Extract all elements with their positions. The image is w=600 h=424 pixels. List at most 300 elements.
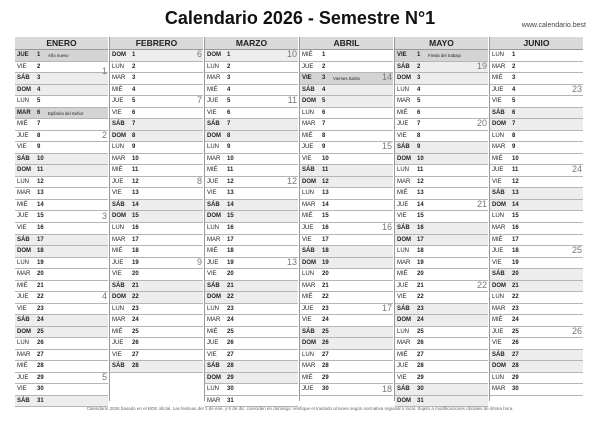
day-number: 16	[417, 224, 424, 231]
weekday-abbr: MAR	[112, 317, 126, 324]
day-number: 18	[512, 248, 519, 255]
day-row	[300, 62, 393, 74]
day-row	[490, 223, 583, 235]
day-row	[300, 327, 393, 339]
weekday-abbr: DOM	[397, 317, 411, 324]
day-number: 13	[417, 190, 424, 197]
weekday-abbr: DOM	[207, 52, 221, 58]
day-row	[15, 338, 108, 350]
weekday-abbr: JUE	[112, 259, 124, 266]
column-separator	[394, 37, 395, 401]
day-row	[300, 154, 393, 166]
weekday-abbr: SÁB	[492, 351, 505, 358]
day-number: 14	[132, 201, 139, 208]
day-row	[15, 177, 108, 189]
day-row	[300, 119, 393, 131]
day-number: 10	[227, 155, 234, 162]
day-row	[490, 304, 583, 316]
day-number: 12	[132, 178, 139, 185]
day-row	[205, 315, 298, 327]
day-row	[490, 142, 583, 154]
day-number: 15	[227, 213, 234, 220]
day-row	[300, 223, 393, 235]
day-number: 16	[227, 224, 234, 231]
weekday-abbr: DOM	[397, 236, 411, 243]
day-row	[110, 235, 203, 247]
day-row	[205, 269, 298, 281]
day-number: 7	[417, 121, 421, 128]
day-number: 2	[227, 63, 231, 70]
day-number: 15	[512, 213, 519, 220]
day-row	[110, 154, 203, 166]
weekday-abbr: DOM	[112, 52, 126, 58]
weekday-abbr: MIÉ	[492, 317, 503, 324]
weekday-abbr: SÁB	[207, 363, 220, 370]
day-number: 25	[512, 328, 519, 335]
weekday-abbr: DOM	[207, 132, 221, 139]
day-row	[300, 165, 393, 177]
day-number: 20	[322, 271, 329, 278]
day-row	[15, 131, 108, 143]
day-number: 18	[417, 248, 424, 255]
day-row	[205, 142, 298, 154]
day-row	[110, 108, 203, 120]
day-number: 6	[322, 109, 326, 116]
weekday-abbr: VIE	[302, 75, 312, 82]
weekday-abbr: MAR	[207, 317, 221, 324]
day-number: 5	[512, 98, 516, 105]
day-number: 21	[227, 282, 234, 289]
weekday-abbr: SÁB	[492, 190, 505, 197]
week-number: 15	[381, 141, 392, 152]
day-number: 20	[417, 271, 424, 278]
day-number: 24	[227, 317, 234, 324]
weekday-abbr: VIE	[17, 305, 27, 312]
day-row	[110, 200, 203, 212]
weekday-abbr: LUN	[492, 374, 505, 381]
day-number: 11	[512, 167, 519, 174]
day-number: 9	[132, 144, 136, 151]
day-row	[110, 188, 203, 200]
day-row	[395, 165, 488, 177]
weekday-abbr: DOM	[207, 294, 221, 301]
day-row	[300, 258, 393, 270]
day-row	[490, 281, 583, 293]
month-header: ENERO	[15, 37, 108, 50]
day-number: 30	[322, 386, 329, 393]
day-number: 16	[37, 224, 44, 231]
day-row	[205, 327, 298, 339]
weekday-abbr: JUE	[302, 305, 314, 312]
week-number: 11	[287, 95, 297, 106]
day-row	[490, 50, 583, 62]
weekday-abbr: VIE	[207, 271, 217, 278]
weekday-abbr: MIÉ	[492, 155, 503, 162]
day-number: 29	[322, 374, 329, 381]
day-number: 22	[322, 294, 329, 301]
weekday-abbr: MAR	[492, 305, 506, 312]
day-number: 29	[227, 374, 234, 381]
day-row	[15, 258, 108, 270]
day-number: 3	[227, 75, 231, 82]
week-number: 21	[476, 199, 487, 210]
weekday-abbr: MIÉ	[302, 294, 313, 301]
weekday-abbr: MAR	[302, 201, 316, 208]
day-row	[110, 223, 203, 235]
day-number: 16	[512, 224, 519, 231]
day-row	[300, 211, 393, 223]
day-row	[205, 258, 298, 270]
day-row	[395, 384, 488, 396]
day-number: 13	[512, 190, 519, 197]
weekday-abbr: DOM	[302, 340, 316, 347]
day-row	[110, 361, 203, 373]
weekday-abbr: LUN	[492, 52, 505, 58]
day-row	[395, 188, 488, 200]
day-number: 1	[132, 52, 136, 58]
day-number: 6	[417, 109, 421, 116]
weekday-abbr: LUN	[207, 305, 220, 312]
day-row	[490, 373, 583, 385]
weekday-abbr: LUN	[492, 213, 505, 220]
day-row	[395, 350, 488, 362]
day-number: 23	[132, 305, 139, 312]
day-row	[300, 315, 393, 327]
day-number: 22	[417, 294, 424, 301]
weekday-abbr: SÁB	[17, 397, 30, 404]
day-number: 8	[322, 132, 326, 139]
day-row	[15, 281, 108, 293]
day-row	[300, 200, 393, 212]
weekday-abbr: SÁB	[17, 75, 30, 82]
day-row	[205, 304, 298, 316]
day-number: 10	[322, 155, 329, 162]
day-row	[110, 281, 203, 293]
weekday-abbr: LUN	[207, 386, 220, 393]
weekday-abbr: MAR	[302, 282, 316, 289]
day-number: 8	[132, 132, 136, 139]
day-row	[300, 246, 393, 258]
weekday-abbr: VIE	[302, 317, 312, 324]
day-number: 17	[37, 236, 44, 243]
weekday-abbr: SÁB	[207, 121, 220, 128]
day-number: 8	[512, 132, 516, 139]
day-row	[395, 96, 488, 108]
day-number: 19	[322, 259, 329, 266]
day-row	[490, 350, 583, 362]
week-number: 2	[101, 129, 107, 140]
day-row	[300, 373, 393, 385]
weekday-abbr: VIE	[207, 109, 217, 116]
day-number: 21	[512, 282, 519, 289]
day-row	[490, 85, 583, 97]
day-number: 28	[512, 363, 519, 370]
day-row	[490, 119, 583, 131]
calendar-grid	[15, 37, 585, 404]
day-row	[395, 142, 488, 154]
day-number: 30	[417, 386, 424, 393]
day-number: 7	[132, 121, 136, 128]
week-number: 20	[476, 118, 487, 129]
day-number: 21	[322, 282, 329, 289]
weekday-abbr: MIÉ	[302, 374, 313, 381]
day-number: 4	[322, 86, 326, 93]
day-row	[110, 258, 203, 270]
day-number: 22	[227, 294, 234, 301]
day-row	[110, 62, 203, 74]
weekday-abbr: DOM	[17, 167, 31, 174]
day-number: 6	[37, 109, 41, 116]
day-number: 27	[132, 351, 139, 358]
day-row	[205, 73, 298, 85]
week-number: 18	[381, 383, 392, 394]
weekday-abbr: MIÉ	[17, 363, 28, 370]
day-number: 23	[417, 305, 424, 312]
day-number: 10	[512, 155, 519, 162]
day-number: 17	[227, 236, 234, 243]
weekday-abbr: JUE	[17, 132, 29, 139]
weekday-abbr: VIE	[112, 351, 122, 358]
day-row	[205, 119, 298, 131]
day-number: 24	[37, 317, 44, 324]
day-number: 4	[37, 86, 41, 93]
weekday-abbr: VIE	[492, 178, 502, 185]
day-number: 3	[322, 75, 326, 82]
day-row	[110, 177, 203, 189]
week-number: 9	[196, 256, 202, 267]
day-number: 4	[512, 86, 516, 93]
week-number: 17	[381, 302, 392, 313]
week-number: 23	[571, 83, 582, 94]
day-number: 19	[512, 259, 519, 266]
day-number: 12	[512, 178, 519, 185]
day-number: 12	[227, 178, 234, 185]
day-row	[395, 235, 488, 247]
weekday-abbr: MIÉ	[207, 86, 218, 93]
weekday-abbr: JUE	[17, 374, 29, 381]
day-row	[300, 384, 393, 396]
weekday-abbr: JUE	[112, 178, 124, 185]
week-number: 6	[196, 49, 202, 59]
weekday-abbr: JUE	[112, 98, 124, 105]
day-row	[205, 177, 298, 189]
day-row	[300, 281, 393, 293]
day-row	[490, 108, 583, 120]
weekday-abbr: MAR	[207, 397, 221, 404]
day-row	[205, 62, 298, 74]
weekday-abbr: MIÉ	[397, 271, 408, 278]
day-number: 26	[227, 340, 234, 347]
day-row	[15, 292, 108, 304]
weekday-abbr: SÁB	[397, 305, 410, 312]
day-row	[110, 119, 203, 131]
day-row	[205, 281, 298, 293]
day-number: 14	[227, 201, 234, 208]
weekday-abbr: DOM	[492, 363, 506, 370]
weekday-abbr: SÁB	[302, 248, 315, 255]
day-row	[205, 292, 298, 304]
day-number: 7	[227, 121, 231, 128]
month-header: ABRIL	[300, 37, 393, 50]
day-row	[395, 304, 488, 316]
day-row	[490, 258, 583, 270]
day-number: 29	[417, 374, 424, 381]
weekday-abbr: LUN	[302, 351, 315, 358]
day-row	[15, 62, 108, 77]
day-number: 16	[322, 224, 329, 231]
weekday-abbr: MIÉ	[302, 213, 313, 220]
day-number: 31	[37, 397, 44, 404]
week-number: 16	[381, 222, 392, 233]
day-number: 20	[132, 271, 139, 278]
day-row	[395, 108, 488, 120]
weekday-abbr: JUE	[17, 294, 29, 301]
weekday-abbr: SÁB	[207, 282, 220, 289]
weekday-abbr: MAR	[397, 340, 411, 347]
day-row	[15, 304, 108, 316]
day-number: 28	[37, 363, 44, 370]
day-number: 27	[37, 351, 44, 358]
day-number: 17	[132, 236, 139, 243]
day-row	[15, 246, 108, 258]
weekday-abbr: MAR	[17, 109, 31, 116]
day-row	[490, 292, 583, 304]
weekday-abbr: MIÉ	[302, 132, 313, 139]
day-number: 8	[37, 132, 41, 139]
day-number: 5	[322, 98, 326, 105]
day-row	[15, 235, 108, 247]
day-row	[205, 246, 298, 258]
day-number: 25	[37, 328, 44, 335]
week-number: 19	[476, 60, 487, 71]
day-number: 14	[417, 201, 424, 208]
weekday-abbr: SÁB	[207, 201, 220, 208]
day-row	[300, 235, 393, 247]
month-marzo	[205, 37, 298, 407]
week-number: 26	[571, 325, 582, 336]
day-number: 3	[417, 75, 421, 82]
day-number: 20	[227, 271, 234, 278]
day-row	[300, 269, 393, 281]
weekday-abbr: MIÉ	[207, 328, 218, 335]
week-number: 13	[286, 256, 297, 267]
day-number: 10	[37, 155, 44, 162]
day-number: 24	[132, 317, 139, 324]
day-number: 28	[227, 363, 234, 370]
weekday-abbr: SÁB	[112, 121, 125, 128]
week-number: 4	[101, 291, 107, 302]
day-row	[395, 85, 488, 97]
weekday-abbr: DOM	[492, 121, 506, 128]
day-number: 19	[417, 259, 424, 266]
weekday-abbr: MAR	[112, 155, 126, 162]
weekday-abbr: SÁB	[302, 328, 315, 335]
weekday-abbr: MAR	[112, 75, 126, 82]
day-row	[490, 235, 583, 247]
day-row	[205, 338, 298, 350]
weekday-abbr: MAR	[17, 351, 31, 358]
day-number: 13	[132, 190, 139, 197]
weekday-abbr: VIE	[17, 224, 27, 231]
weekday-abbr: LUN	[397, 248, 410, 255]
day-number: 31	[227, 397, 234, 404]
day-number: 21	[37, 282, 44, 289]
day-number: 25	[322, 328, 329, 335]
weekday-abbr: SÁB	[17, 317, 30, 324]
day-number: 2	[512, 63, 516, 70]
day-row	[300, 142, 393, 154]
day-row	[110, 315, 203, 327]
day-number: 15	[37, 213, 44, 220]
weekday-abbr: MAR	[397, 178, 411, 185]
day-row	[205, 154, 298, 166]
weekday-abbr: SÁB	[492, 271, 505, 278]
day-row	[15, 327, 108, 339]
weekday-abbr: JUE	[302, 144, 314, 151]
day-number: 5	[227, 98, 231, 105]
weekday-abbr: MIÉ	[492, 236, 503, 243]
week-number: 3	[101, 210, 107, 221]
site-url: www.calendario.best	[521, 22, 586, 29]
week-number: 10	[286, 49, 297, 59]
day-number: 29	[512, 374, 519, 381]
day-number: 22	[132, 294, 139, 301]
weekday-abbr: MIÉ	[17, 201, 28, 208]
weekday-abbr: MAR	[492, 224, 506, 231]
day-number: 24	[512, 317, 519, 324]
day-row	[490, 384, 583, 396]
day-row	[490, 131, 583, 143]
day-number: 10	[132, 155, 139, 162]
day-number: 1	[227, 52, 231, 58]
weekday-abbr: MAR	[302, 363, 316, 370]
day-row	[205, 131, 298, 143]
day-number: 11	[322, 167, 329, 174]
weekday-abbr: MAR	[207, 155, 221, 162]
weekday-abbr: MAR	[492, 144, 506, 151]
day-number: 15	[322, 213, 329, 220]
weekday-abbr: MIÉ	[207, 248, 218, 255]
month-mayo	[395, 37, 488, 407]
weekday-abbr: DOM	[492, 282, 506, 289]
day-row	[490, 62, 583, 74]
day-number: 22	[37, 294, 44, 301]
day-row	[15, 200, 108, 212]
weekday-abbr: JUE	[492, 167, 504, 174]
day-row	[490, 211, 583, 223]
month-febrero	[110, 37, 203, 373]
day-row	[395, 361, 488, 373]
weekday-abbr: JUE	[207, 98, 219, 105]
day-number: 2	[322, 63, 326, 70]
day-row	[395, 200, 488, 212]
day-row	[110, 131, 203, 143]
day-number: 11	[37, 167, 44, 174]
day-number: 30	[37, 386, 44, 393]
day-row	[490, 361, 583, 373]
day-number: 18	[322, 248, 329, 255]
day-number: 19	[227, 259, 234, 266]
day-number: 12	[37, 178, 44, 185]
week-number: 22	[476, 279, 487, 290]
day-number: 25	[132, 328, 139, 335]
day-row	[490, 96, 583, 108]
weekday-abbr: VIE	[207, 351, 217, 358]
weekday-abbr: VIE	[112, 271, 122, 278]
day-row	[15, 373, 108, 385]
day-number: 7	[37, 121, 41, 128]
day-number: 11	[417, 167, 424, 174]
